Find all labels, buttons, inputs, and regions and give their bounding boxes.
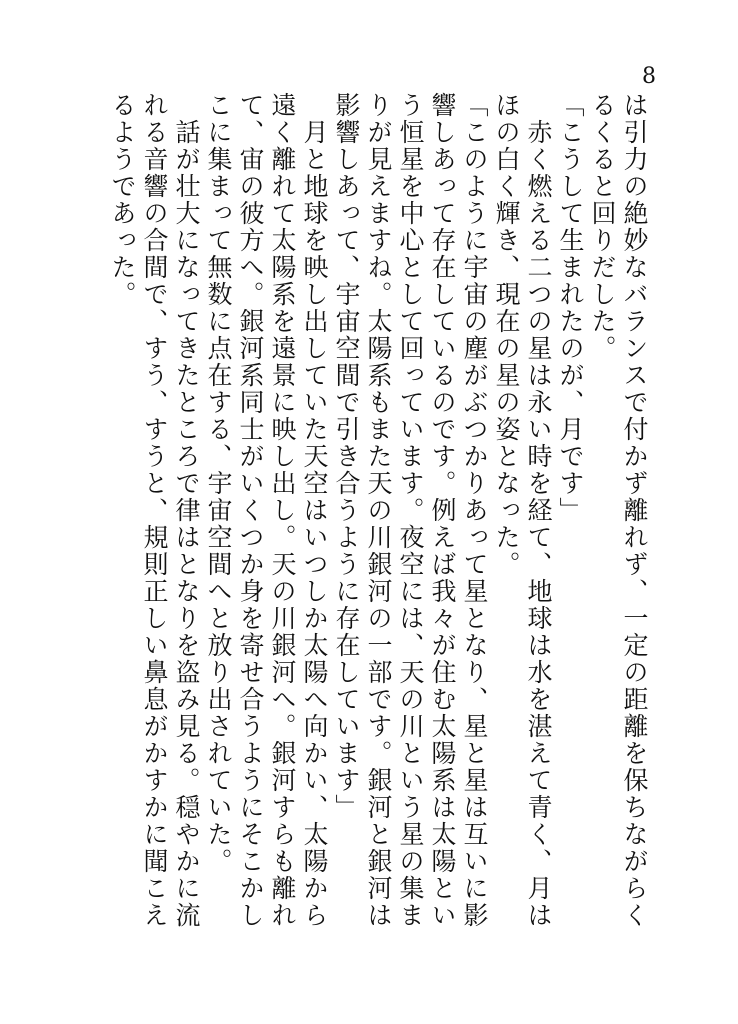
paragraph-3: 赤く燃える二つの星は永い時を経て、地球は水を湛えて青く、月はほの白く輝き、現在の星の姿となった。 [492,92,553,929]
paragraph-4: 「このように宇宙の塵がぶつかりあって星となり、星と星は互いに影響しあって存在しているのです。例えば我々が住む太陽系は太陽という恒星を中心として回っています。夜空には、天の川という星の集まりが見えますね。太陽系もまた天の川銀河の一部です。銀河と銀河は影響しあって、宇宙空間で引き合うように存在しています」 [332,92,489,929]
body-text [106,92,650,932]
paragraph-6: 話が壮大になってきたところで律はとなりを盗み見る。穏やかに流れる音響の合間で、すう、すうと、規則正しい鼻息がかすかに聞こえるようであった。 [108,92,201,929]
paragraph-1: は引力の絶妙なバランスで付かず離れず、一定の距離を保ちながらくるくると回りだした。 [588,92,649,929]
paragraph-5: 月と地球を映し出していた天空はいつしか太陽へ向かい、太陽から遠く離れて太陽系を遠景に映し出し。天の川銀河へ。銀河すらも離れて、宙の彼方へ。銀河系同士がいくつか身を寄せ合うようにそこかしこに集まって無数に点在する、宇宙空間へと放り出されていた。 [204,92,329,929]
paragraph-2: 「こうして生まれたのが、月です」 [556,92,585,524]
page-number: 8 [642,64,656,89]
